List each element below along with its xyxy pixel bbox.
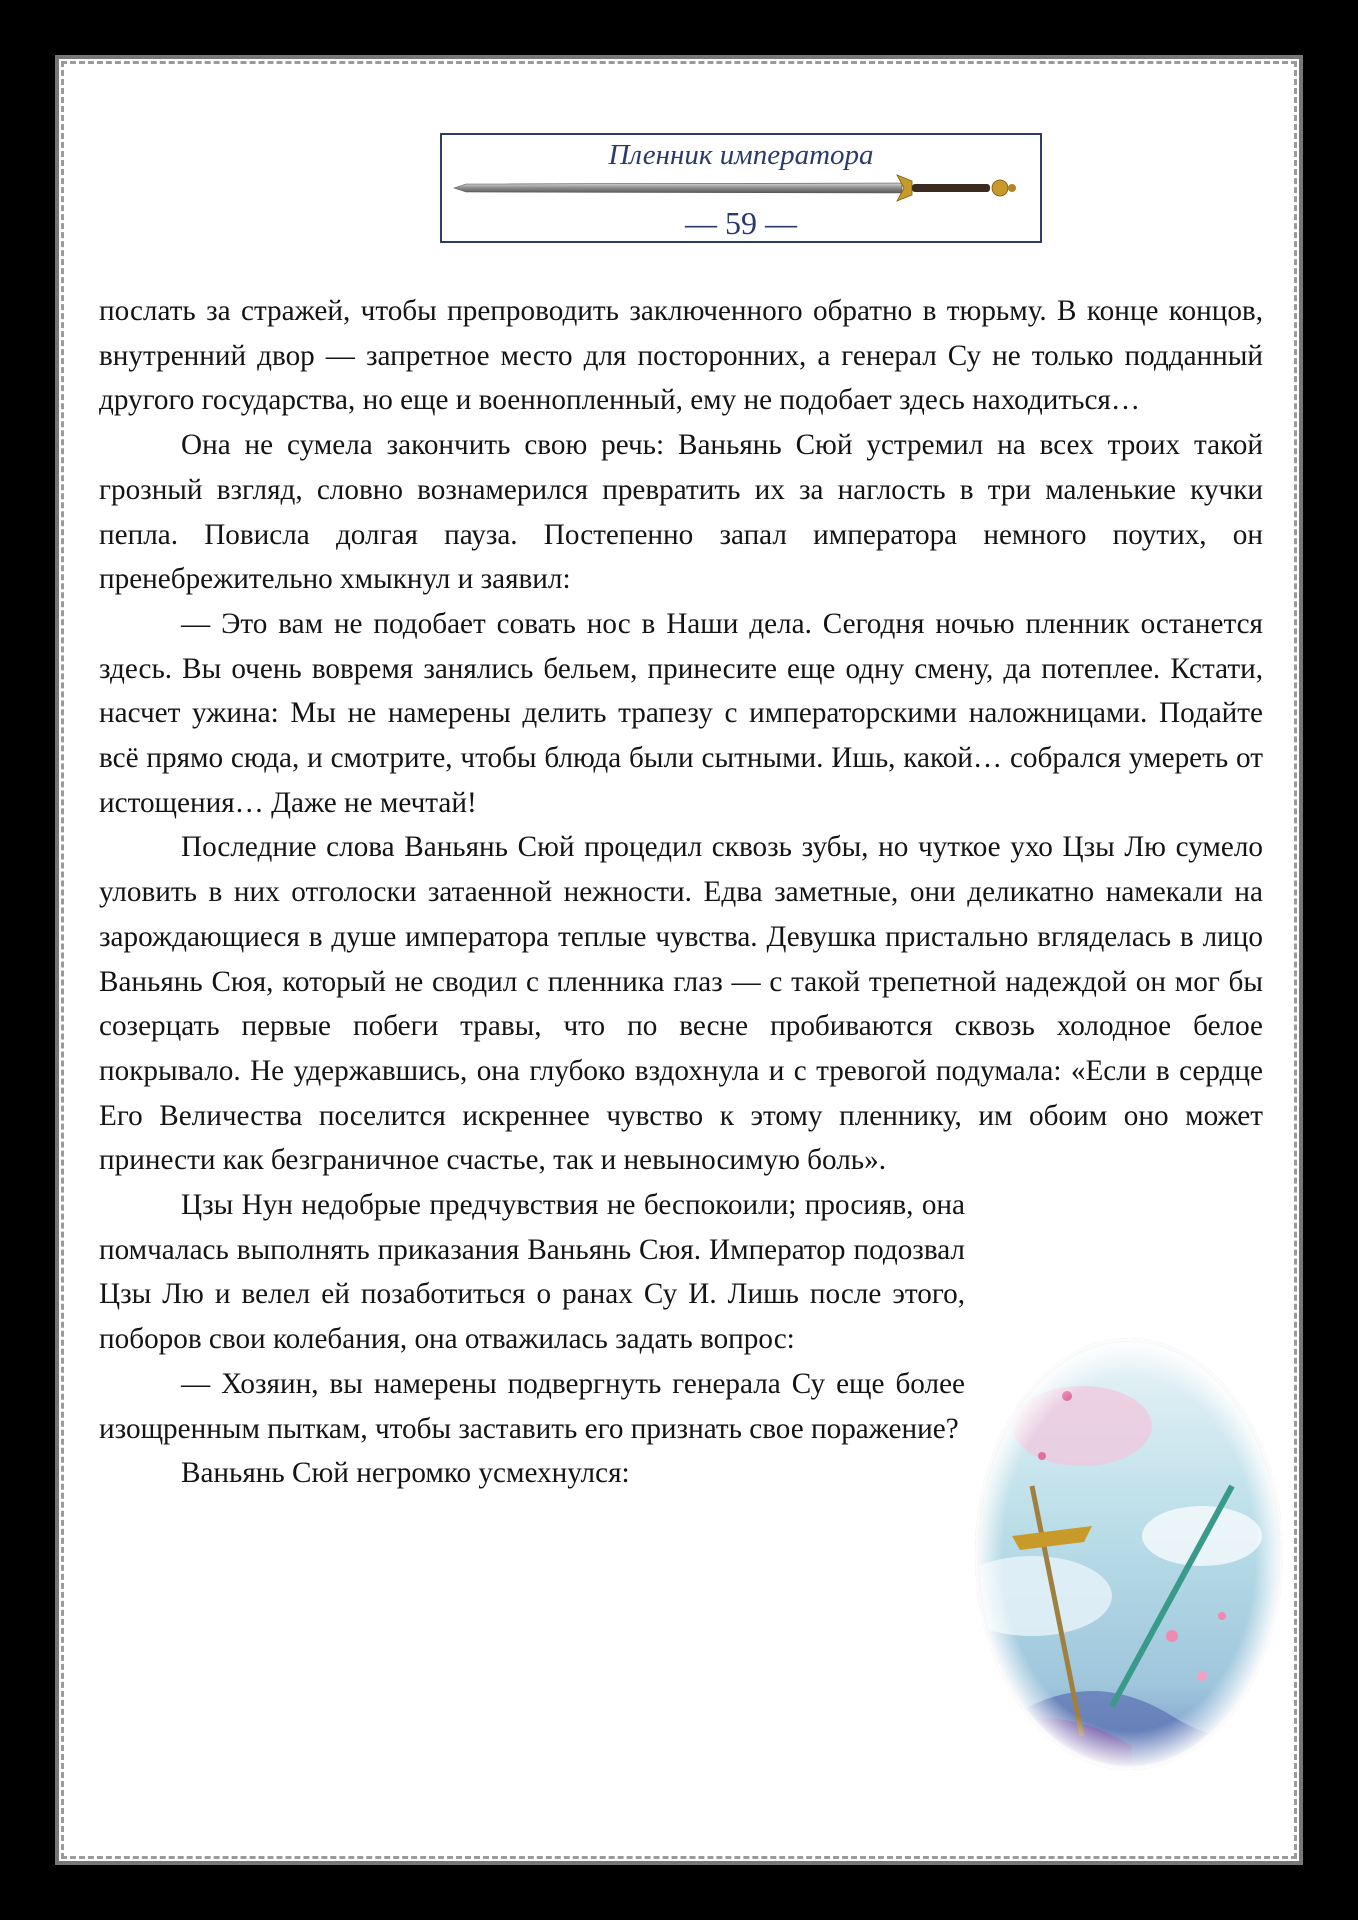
paragraph: Последние слова Ваньянь Сюй процедил сквозь зубы, но чуткое ухо Цзы Лю сумело уловить в них отголоски затаенной нежности. Едва заметные, они деликатно намекали на зарождающиеся в душе императора теплые чувства. Девушка пристально вгляделась в лицо Ваньянь Сюя, который не сводил с пленника глаз — с такой трепетной надеждой он мог бы созерцать первые побеги травы, что по весне пробиваются сквозь холодное белое покрывало. Не удержавшись, она глубоко вздохнула и с тревогой подумала: «Если в сердце Его Величества поселится искреннее чувство к этому пленнику, им обоим оно может принести как безграничное счастье, так и невыносимую боль».	[99, 831, 1263, 1177]
body-text	[99, 289, 1263, 1496]
page	[55, 55, 1303, 1865]
page-number: — 59 —	[685, 205, 797, 241]
oval-illustration-image	[972, 1336, 1287, 1772]
paragraph: Она не сумела закончить свою речь: Ваньянь Сюй устремил на всех троих такой грозный взгляд, словно вознамерился превратить их за наглость в три маленькие кучки пепла. Повисла долгая пауза. Постепенно запал императора немного поутих, он пренебрежительно хмыкнул и заявил:	[99, 429, 1263, 596]
running-header	[440, 133, 1042, 243]
sword-ornament-icon	[452, 171, 1032, 205]
paragraph: послать за стражей, чтобы препроводить заключенного обратно в тюрьму. В конце концов, внутренний двор — запретное место для посторонних, а генерал Су не только подданный другого государства, но еще и военнопленный, ему не подобает здесь находиться…	[99, 295, 1263, 417]
paragraph: Ваньянь Сюй негромко усмехнулся:	[181, 1457, 630, 1490]
paragraph: — Хозяин, вы намерены подвергнуть генерала Су еще более изощренным пыткам, чтобы заставить его признать свое поражение?	[99, 1367, 965, 1445]
book-title: Пленник императора	[608, 139, 874, 171]
paragraph: Цзы Нун недобрые предчувствия не беспокоили; просияв, она помчалась выполнять приказания Ваньянь Сюя. Император подозвал Цзы Лю и велел ей позаботиться о ранах Су И. Лишь после этого, поборов свои колебания, она отважилась задать вопрос:	[99, 1189, 965, 1356]
paragraph: — Это вам не подобает совать нос в Наши дела. Сегодня ночью пленник останется здесь. Вы очень вовремя занялись бельем, принесите еще одну смену, да потеплее. Кстати, насчет ужина: Мы не намерены делить трапезу с императорскими наложницами. Подайте всё прямо сюда, и смотрите, чтобы блюда были сытными. Ишь, какой… собрался умереть от истощения… Даже не мечтай!	[99, 607, 1263, 819]
